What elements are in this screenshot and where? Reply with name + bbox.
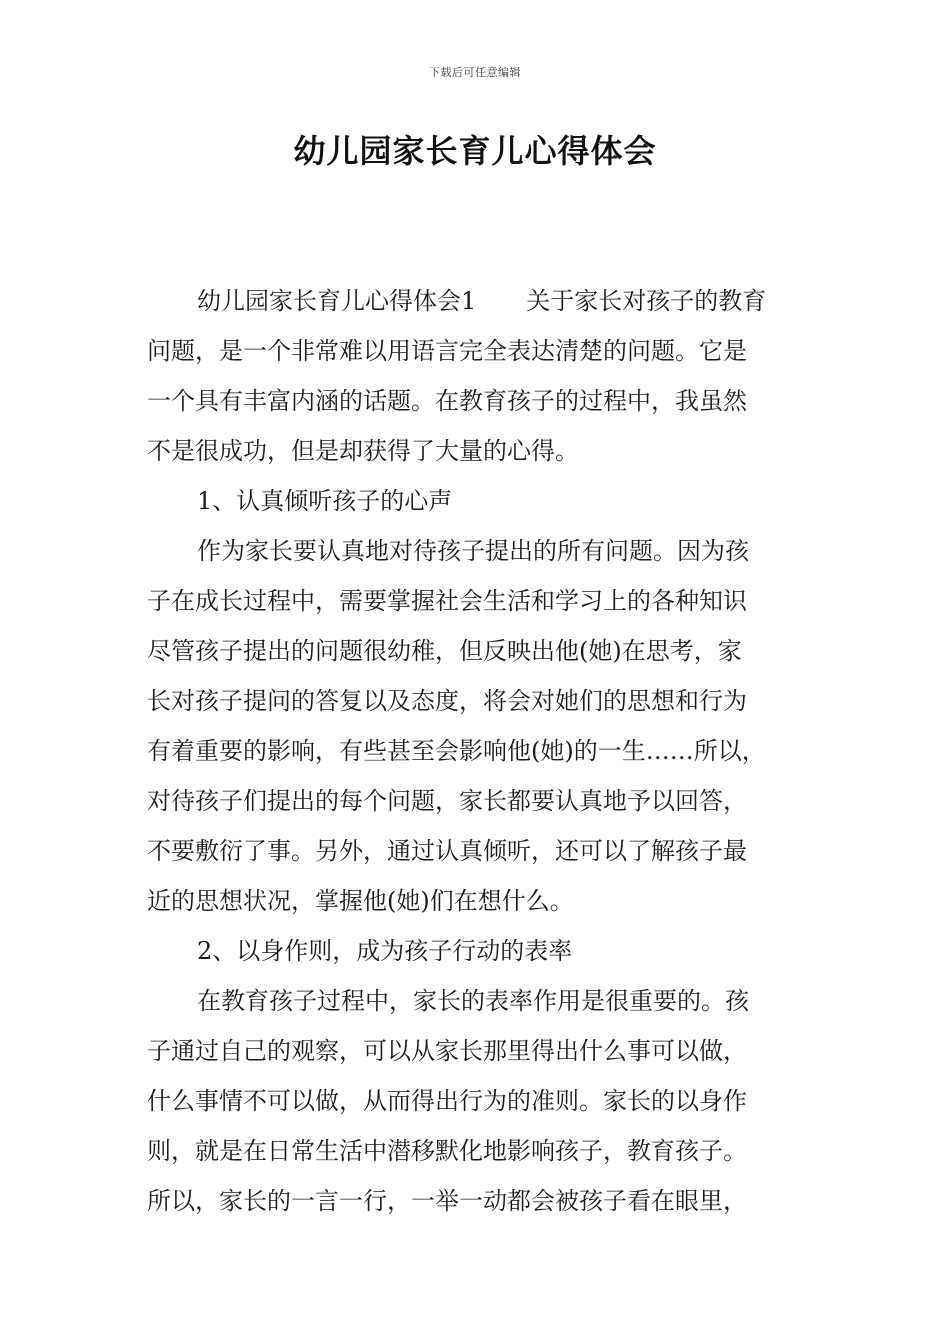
section1-line: 对待孩子们提出的每个问题，家长都要认真地予以回答， [147, 787, 747, 815]
intro-line-1 [147, 276, 823, 326]
section-heading-1: 1、认真倾听孩子的心声 [197, 487, 453, 515]
intro-line-3: 一个具有丰富内涵的话题。在教育孩子的过程中，我虽然 [147, 387, 747, 415]
document-body [147, 276, 823, 1226]
intro-lead: 幼儿园家长育儿心得体会1 [197, 287, 477, 315]
document-title: 幼儿园家长育儿心得体会 [293, 132, 657, 170]
intro-line-4: 不是很成功，但是却获得了大量的心得。 [147, 437, 579, 465]
section2-line: 什么事情不可以做，从而得出行为的准则。家长的以身作 [147, 1087, 747, 1115]
intro-line-2: 问题，是一个非常难以用语言完全表达清楚的问题。它是 [147, 337, 747, 365]
section1-line: 子在成长过程中，需要掌握社会生活和学习上的各种知识 [147, 587, 747, 615]
section2-line: 则，就是在日常生活中潜移默化地影响孩子，教育孩子。 [147, 1137, 747, 1165]
intro-line-1-rest: 关于家长对孩子的教育 [526, 287, 767, 315]
section2-line: 在教育孩子过程中，家长的表率作用是很重要的。孩 [197, 987, 749, 1015]
section2-line: 子通过自己的观察，可以从家长那里得出什么事可以做， [147, 1037, 747, 1065]
section1-line: 作为家长要认真地对待孩子提出的所有问题。因为孩 [197, 537, 749, 565]
section2-line: 所以，家长的一言一行，一举一动都会被孩子看在眼里， [147, 1187, 747, 1215]
section1-line: 长对孩子提问的答复以及态度，将会对她们的思想和行为 [147, 687, 747, 715]
section1-line: 有着重要的影响，有些甚至会影响他(她)的一生……所以， [147, 737, 766, 765]
section-heading-2: 2、以身作则，成为孩子行动的表率 [197, 937, 573, 965]
section1-line: 不要敷衍了事。另外，通过认真倾听，还可以了解孩子最 [147, 837, 747, 865]
section1-line: 近的思想状况，掌握他(她)们在想什么。 [147, 887, 574, 915]
section1-line: 尽管孩子提出的问题很幼稚，但反映出他(她)在思考，家 [147, 637, 742, 665]
header-note: 下载后可任意编辑 [429, 66, 521, 79]
